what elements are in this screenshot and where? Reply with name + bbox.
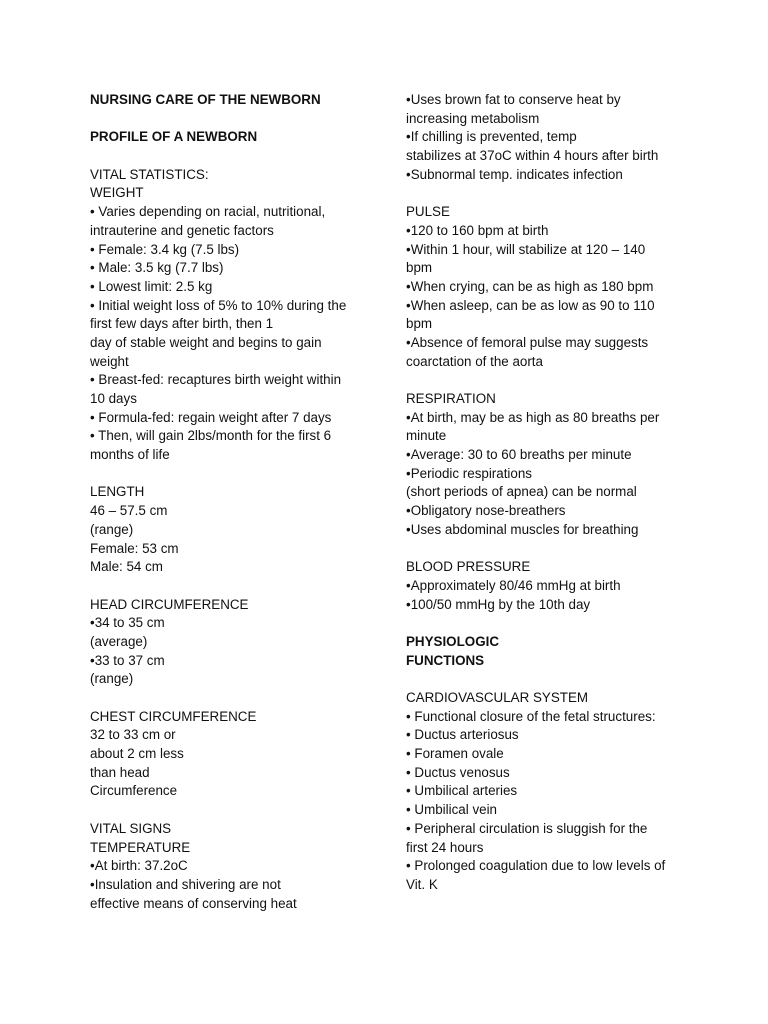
blank-line bbox=[406, 371, 696, 390]
text-line: first 24 hours bbox=[406, 839, 484, 855]
text-line: •Periodic respirations bbox=[406, 465, 533, 481]
text-line: CHEST CIRCUMFERENCE bbox=[90, 708, 257, 724]
text-line: •At birth, may be as high as 80 breaths per bbox=[406, 409, 660, 425]
text-line: • Umbilical vein bbox=[406, 802, 498, 818]
text-line: VITAL SIGNS bbox=[90, 820, 172, 836]
text-line: •Uses brown fat to conserve heat by bbox=[406, 92, 621, 107]
text-line: 46 – 57.5 cm bbox=[90, 503, 168, 519]
text-line: about 2 cm less bbox=[90, 746, 184, 762]
blank-line bbox=[90, 689, 375, 708]
text-line: • Foramen ovale bbox=[406, 746, 504, 762]
text-line: (range) bbox=[90, 671, 134, 687]
blank-line bbox=[90, 465, 375, 484]
text-line: •Obligatory nose-breathers bbox=[406, 503, 566, 519]
text-line: first few days after birth, then 1 bbox=[90, 316, 274, 332]
text-line: •34 to 35 cm bbox=[90, 615, 165, 631]
text-line: •Absence of femoral pulse may suggests bbox=[406, 334, 649, 350]
text-line: •When asleep, can be as low as 90 to 110 bbox=[406, 297, 655, 313]
text-line: bpm bbox=[406, 316, 433, 332]
text-line: effective means of conserving heat bbox=[90, 895, 297, 911]
text-line: • Ductus venosus bbox=[406, 764, 510, 780]
text-line: • Male: 3.5 kg (7.7 lbs) bbox=[90, 260, 224, 276]
text-line: •Within 1 hour, will stabilize at 120 – 140 bbox=[406, 241, 646, 257]
blank-line bbox=[90, 147, 375, 166]
text-line: •120 to 160 bpm at birth bbox=[406, 222, 549, 238]
text-line: LENGTH bbox=[90, 484, 145, 500]
section-heading: PHYSIOLOGIC bbox=[406, 633, 500, 649]
blank-line bbox=[406, 670, 696, 689]
text-line: • Breast-fed: recaptures birth weight within bbox=[90, 372, 342, 388]
text-line: • Prolonged coagulation due to low levels of bbox=[406, 858, 666, 874]
text-line: Vit. K bbox=[406, 876, 438, 892]
text-line: TEMPERATURE bbox=[90, 839, 191, 855]
text-line: Male: 54 cm bbox=[90, 559, 163, 575]
text-line: 32 to 33 cm or bbox=[90, 727, 176, 743]
blank-line bbox=[90, 577, 375, 596]
text-line: • Umbilical arteries bbox=[406, 783, 518, 799]
blank-line bbox=[406, 614, 696, 633]
blank-line bbox=[90, 110, 375, 129]
section-heading: NURSING CARE OF THE NEWBORN bbox=[90, 92, 321, 107]
text-line: •Insulation and shivering are not bbox=[90, 876, 281, 892]
text-line: HEAD CIRCUMFERENCE bbox=[90, 596, 249, 612]
text-line: than head bbox=[90, 764, 150, 780]
blank-line bbox=[406, 184, 696, 203]
text-line: CARDIOVASCULAR SYSTEM bbox=[406, 690, 589, 705]
text-line: • Ductus arteriosus bbox=[406, 727, 519, 743]
text-line: • Formula-fed: regain weight after 7 days bbox=[90, 409, 332, 425]
text-line: PULSE bbox=[406, 204, 450, 220]
text-line: stabilizes at 37oC within 4 hours after birth bbox=[406, 148, 659, 164]
text-line: minute bbox=[406, 428, 447, 444]
text-line: (short periods of apnea) can be normal bbox=[406, 484, 637, 500]
text-line: VITAL STATISTICS: bbox=[90, 166, 209, 182]
left-text-column bbox=[90, 91, 375, 913]
text-line: • Functional closure of the fetal structures: bbox=[406, 708, 656, 724]
text-line: • Lowest limit: 2.5 kg bbox=[90, 278, 213, 294]
text-line: •100/50 mmHg by the 10th day bbox=[406, 596, 591, 612]
text-line: •At birth: 37.2oC bbox=[90, 858, 188, 874]
text-line: weight bbox=[90, 353, 129, 369]
text-line: •When crying, can be as high as 180 bpm bbox=[406, 278, 654, 294]
blank-line bbox=[90, 801, 375, 820]
text-line: • Varies depending on racial, nutritional, bbox=[90, 204, 326, 220]
text-line: •Approximately 80/46 mmHg at birth bbox=[406, 577, 621, 593]
text-line: •Uses abdominal muscles for breathing bbox=[406, 521, 639, 537]
right-text-column bbox=[406, 91, 696, 895]
text-line: (range) bbox=[90, 521, 134, 537]
text-line: •Average: 30 to 60 breaths per minute bbox=[406, 447, 632, 463]
text-line: •33 to 37 cm bbox=[90, 652, 165, 668]
text-line: intrauterine and genetic factors bbox=[90, 222, 274, 238]
text-line: • Female: 3.4 kg (7.5 lbs) bbox=[90, 241, 240, 257]
text-line: day of stable weight and begins to gain bbox=[90, 334, 322, 350]
text-line: •If chilling is prevented, temp bbox=[406, 129, 577, 145]
text-line: bpm bbox=[406, 260, 433, 276]
text-line: • Then, will gain 2lbs/month for the first 6 bbox=[90, 428, 332, 444]
section-heading: PROFILE OF A NEWBORN bbox=[90, 129, 258, 145]
text-line: BLOOD PRESSURE bbox=[406, 559, 531, 575]
text-line: • Peripheral circulation is sluggish for the bbox=[406, 820, 648, 836]
text-line: Circumference bbox=[90, 783, 178, 799]
text-line: increasing metabolism bbox=[406, 110, 540, 126]
text-line: 10 days bbox=[90, 391, 137, 406]
text-line: (average) bbox=[90, 633, 148, 649]
section-heading: FUNCTIONS bbox=[406, 652, 485, 668]
text-line: months of life bbox=[90, 447, 170, 463]
text-line: RESPIRATION bbox=[406, 391, 496, 406]
text-line: • Initial weight loss of 5% to 10% during the bbox=[90, 297, 347, 313]
text-line: coarctation of the aorta bbox=[406, 353, 543, 369]
blank-line bbox=[406, 540, 696, 559]
text-line: •Subnormal temp. indicates infection bbox=[406, 166, 623, 182]
text-line: WEIGHT bbox=[90, 185, 144, 201]
text-line: Female: 53 cm bbox=[90, 540, 179, 556]
